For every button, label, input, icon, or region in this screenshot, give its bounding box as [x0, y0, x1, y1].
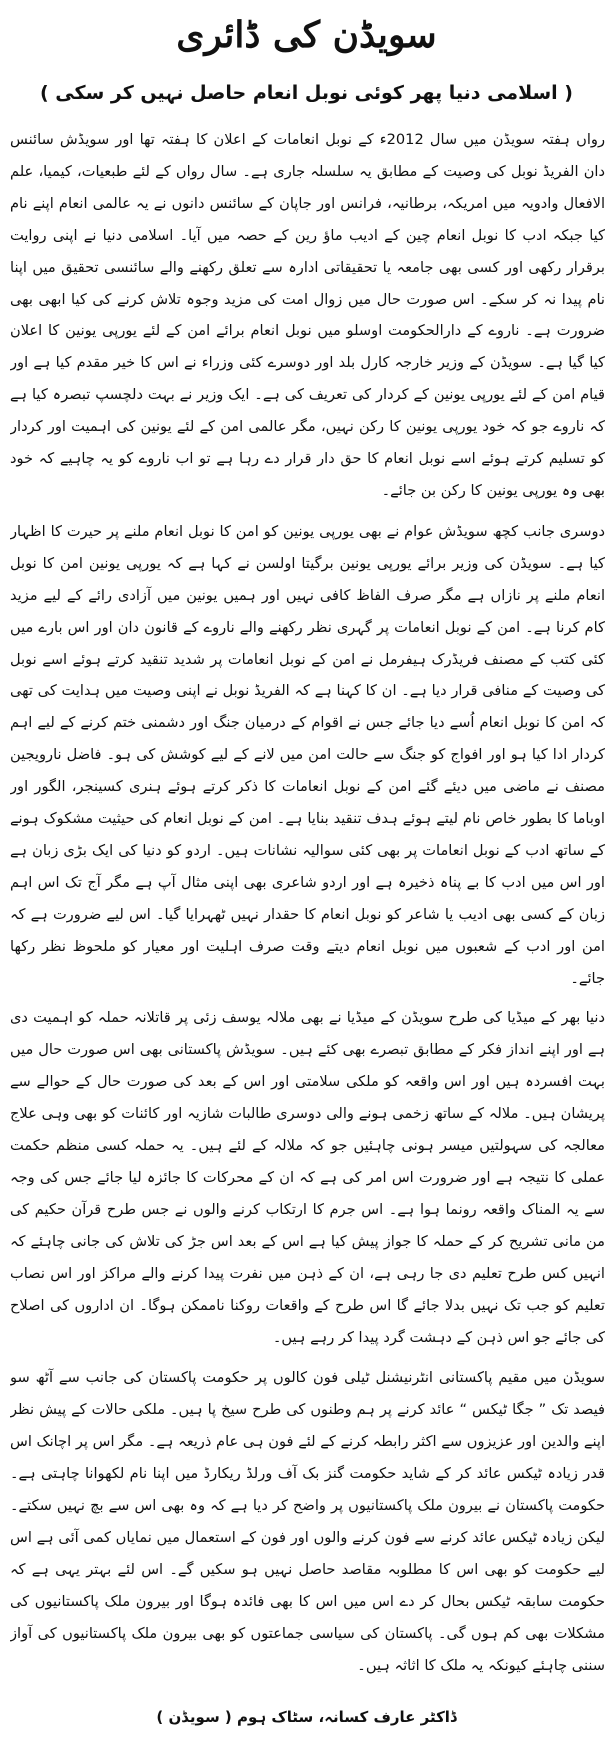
author-signature: ڈاکٹر عارف کسانہ، سٹاک ہوم ( سویڈن )	[156, 1708, 457, 1726]
paragraph-nobel-prizes: رواں ہفتہ سویڈن میں سال 2012ء کے نوبل انعامات کے اعلان کا ہفتہ تھا اور سویڈش سائنس دان الفریڈ نوبل کی وصیت کے مطابق یہ سلسلہ جاری ہے۔ سال رواں کے لئے طبعیات، کیمیا، علم الافعال وادویہ میں امریکہ، برطانیہ، فرانس اور جاپان کے سائنس دانوں نے یہ عالمی انعام اپنے نام کیا جبکہ ادب کا نوبل انعام چین کے ادیب ماؤ رین کے حصہ میں آیا۔ اسلامی دنیا نے اپنی روایت برقرار رکھی اور کسی بھی جامعہ یا تحقیقاتی ادارہ سے تعلق رکھنے والے سائنسی تحقیق میں اپنا نام پیدا نہ کر سکے۔ اس صورت حال میں زوال امت کی مزید وجوہ تلاش کرنے کی کیا ابھی بھی ضرورت ہے۔ ناروے کے دارالحکومت اوسلو میں نوبل انعام برائے امن کے لئے یورپی یونین کا اعلان کیا گیا ہے۔ سویڈن کے وزیر خارجہ کارل بلد اور دوسرے کئی وزراء نے اس کا خیر مقدم کیا ہے اور قیام امن کے لئے یورپی یونین کے کردار کی تعریف کی ہے۔ ایک وزیر نے بہت دلچسپ تبصرہ کیا ہے کہ ناروے جو کہ خود یورپی یونین کا رکن نہیں، مگر عالمی امن کے لئے یونین کی اہمیت اور کردار کو تسلیم کرتے ہوئے اسے نوبل انعام کا حق دار قرار دے رہا ہے تو اب ناروے کو یہ چاہیے کہ خود بھی وہ یورپی یونین کا رکن بن جائے۔	[10, 131, 605, 499]
paragraph-peace-prize-criticism: دوسری جانب کچھ سویڈش عوام نے بھی یورپی یونین کو امن کا نوبل انعام ملنے پر حیرت کا اظہار کیا ہے۔ سویڈن کی وزیر برائے یورپی یونین برگیتا اولسن نے کہا ہے کہ یورپی یونین امن کا نوبل انعام ملنے پر نازاں ہے مگر صرف الفاظ کافی نہیں اور ہمیں یونین میں آزادی رائے کے لیے مزید کام کرنا ہے۔ امن کے نوبل انعامات پر گہری نظر رکھنے والے ناروے کے قانون دان اور اس بارے میں کئی کتب کے مصنف فریڈرک ہیفرمل نے امن کے نوبل انعامات پر شدید تنقید کرتے ہوئے اسے نوبل کی وصیت کے منافی قرار دیا ہے۔ ان کا کہنا ہے کہ الفریڈ نوبل نے اپنی وصیت میں ہدایت کی تھی کہ امن کا نوبل انعام اُسے دیا جائے جس نے اقوام کے درمیان جنگ اور دشمنی ختم کرنے کے لیے اہم کردار ادا کیا ہو اور افواج کو جنگ سے حالت امن میں لانے کے لیے کوشش کی ہو۔ فاضل نارویجین مصنف نے ماضی میں دیئے گئے امن کے نوبل انعامات کا ذکر کرتے ہوئے ہنری کسینجر، الگور اور اوباما کا بطور خاص نام لیتے ہوئے ہدف تنقید بنایا ہے۔ امن کے نوبل انعام کی حیثیت مشکوک ہونے کے ساتھ ادب کے نوبل انعامات پر بھی کئی سوالیہ نشانات ہیں۔ اردو کو دنیا کی ایک بڑی زبان ہے اور اس میں ادب کا بے پناہ ذخیرہ ہے اور اردو شاعری بھی اپنی مثال آپ ہے مگر آج تک اس اہم زبان کے کسی بھی ادیب یا شاعر کو نوبل انعام کا حقدار نہیں ٹھہرایا گیا۔ اس لیے ضرورت ہے کہ امن اور ادب کے شعبوں میں نوبل انعام دیتے وقت صرف اہلیت اور معیار کو ملحوظ نظر رکھا جائے۔	[10, 522, 605, 987]
paragraph-malala-attack: دنیا بھر کے میڈیا کی طرح سویڈن کے میڈیا نے بھی ملالہ یوسف زئی پر قاتلانہ حملہ کو اہمیت دی ہے اور اپنے انداز فکر کے مطابق تبصرے بھی کئے ہیں۔ سویڈش پاکستانی بھی اس صورت حال میں بہت افسردہ ہیں اور اس واقعہ کو ملکی سلامتی اور اس کے بعد کی صورت حال کے حوالے سے پریشان ہیں۔ ملالہ کے ساتھ زخمی ہونے والی دوسری طالبات شازیہ اور کائنات کو بھی وہی علاج معالجہ کی سہولتیں میسر ہونی چاہئیں جو کہ ملالہ کے لئے ہیں۔ یہ حملہ کسی منظم حکمت عملی کا نتیجہ ہے اور ضرورت اس امر کی ہے کہ ان کے محرکات کا جائزہ لیا جائے جس کی وجہ سے یہ المناک واقعہ رونما ہوا ہے۔ اس جرم کا ارتکاب کرنے والوں نے جس طرح قرآن حکیم کی من مانی تشریح کر کے حملہ کا جواز پیش کیا ہے اس کے بعد اس جڑ کی تلاش کی جانی چاہئے کہ انہیں کس طرح تعلیم دی جا رہی ہے، ان کے ذہن میں نفرت پیدا کرنے والے مراکز اور اس نصاب تعلیم کو جب تک نہیں بدلا جائے گا اس طرح کے واقعات روکنا ناممکن ہوگا۔ ان اداروں کی اصلاح کی جائے جو اس ذہن کے دہشت گرد پیدا کر رہے ہیں۔	[10, 1009, 605, 1346]
paragraph-phone-tax: سویڈن میں مقیم پاکستانی انٹرنیشنل ٹیلی فون کالوں پر حکومت پاکستان کی جانب سے آٹھ سو فیصد تک ” جگا ٹیکس “ عائد کرنے پر ہم وطنوں کی طرح سیخ پا ہیں۔ ملکی حالات کے پیش نظر اپنے والدین اور عزیزوں سے اکثر رابطہ کرنے کے لئے فون ہی عام ذریعہ ہے۔ مگر اس پر اچانک اس قدر زیادہ ٹیکس عائد کر کے شاید حکومت گنز بک آف ورلڈ ریکارڈ میں اپنا نام لکھوانا چاہتی ہے۔ حکومت پاکستان نے بیرون ملک پاکستانیوں پر واضح کر دیا ہے کہ وہ بھی اس سے بچ نہیں سکتے۔ لیکن زیادہ ٹیکس عائد کرنے سے فون کرنے والوں اور فون کے استعمال میں نمایاں کمی آئی ہے اس لیے حکومت کو بھی اس کا مطلوبہ مقاصد حاصل نہیں ہو سکیں گے۔ اس لئے بہتر یہی ہے کہ حکومت سابقہ ٹیکس بحال کر دے اس میں اس کا بھی فائدہ ہوگا اور بیرون ملک پاکستانیوں کی مشکلات بھی کم ہوں گی۔ پاکستان کی سیاسی جماعتوں کو بھی بیرون ملک پاکستانیوں کی آواز سننی چاہئے کیونکہ یہ ملک کا اثاثہ ہیں۔	[10, 1369, 605, 1674]
article-title: سویڈن کی ڈائری	[176, 14, 437, 56]
article-body	[10, 124, 605, 1699]
article-subtitle: ( اسلامی دنیا پھر کوئی نوبل انعام حاصل نہیں کر سکی )	[40, 82, 573, 104]
